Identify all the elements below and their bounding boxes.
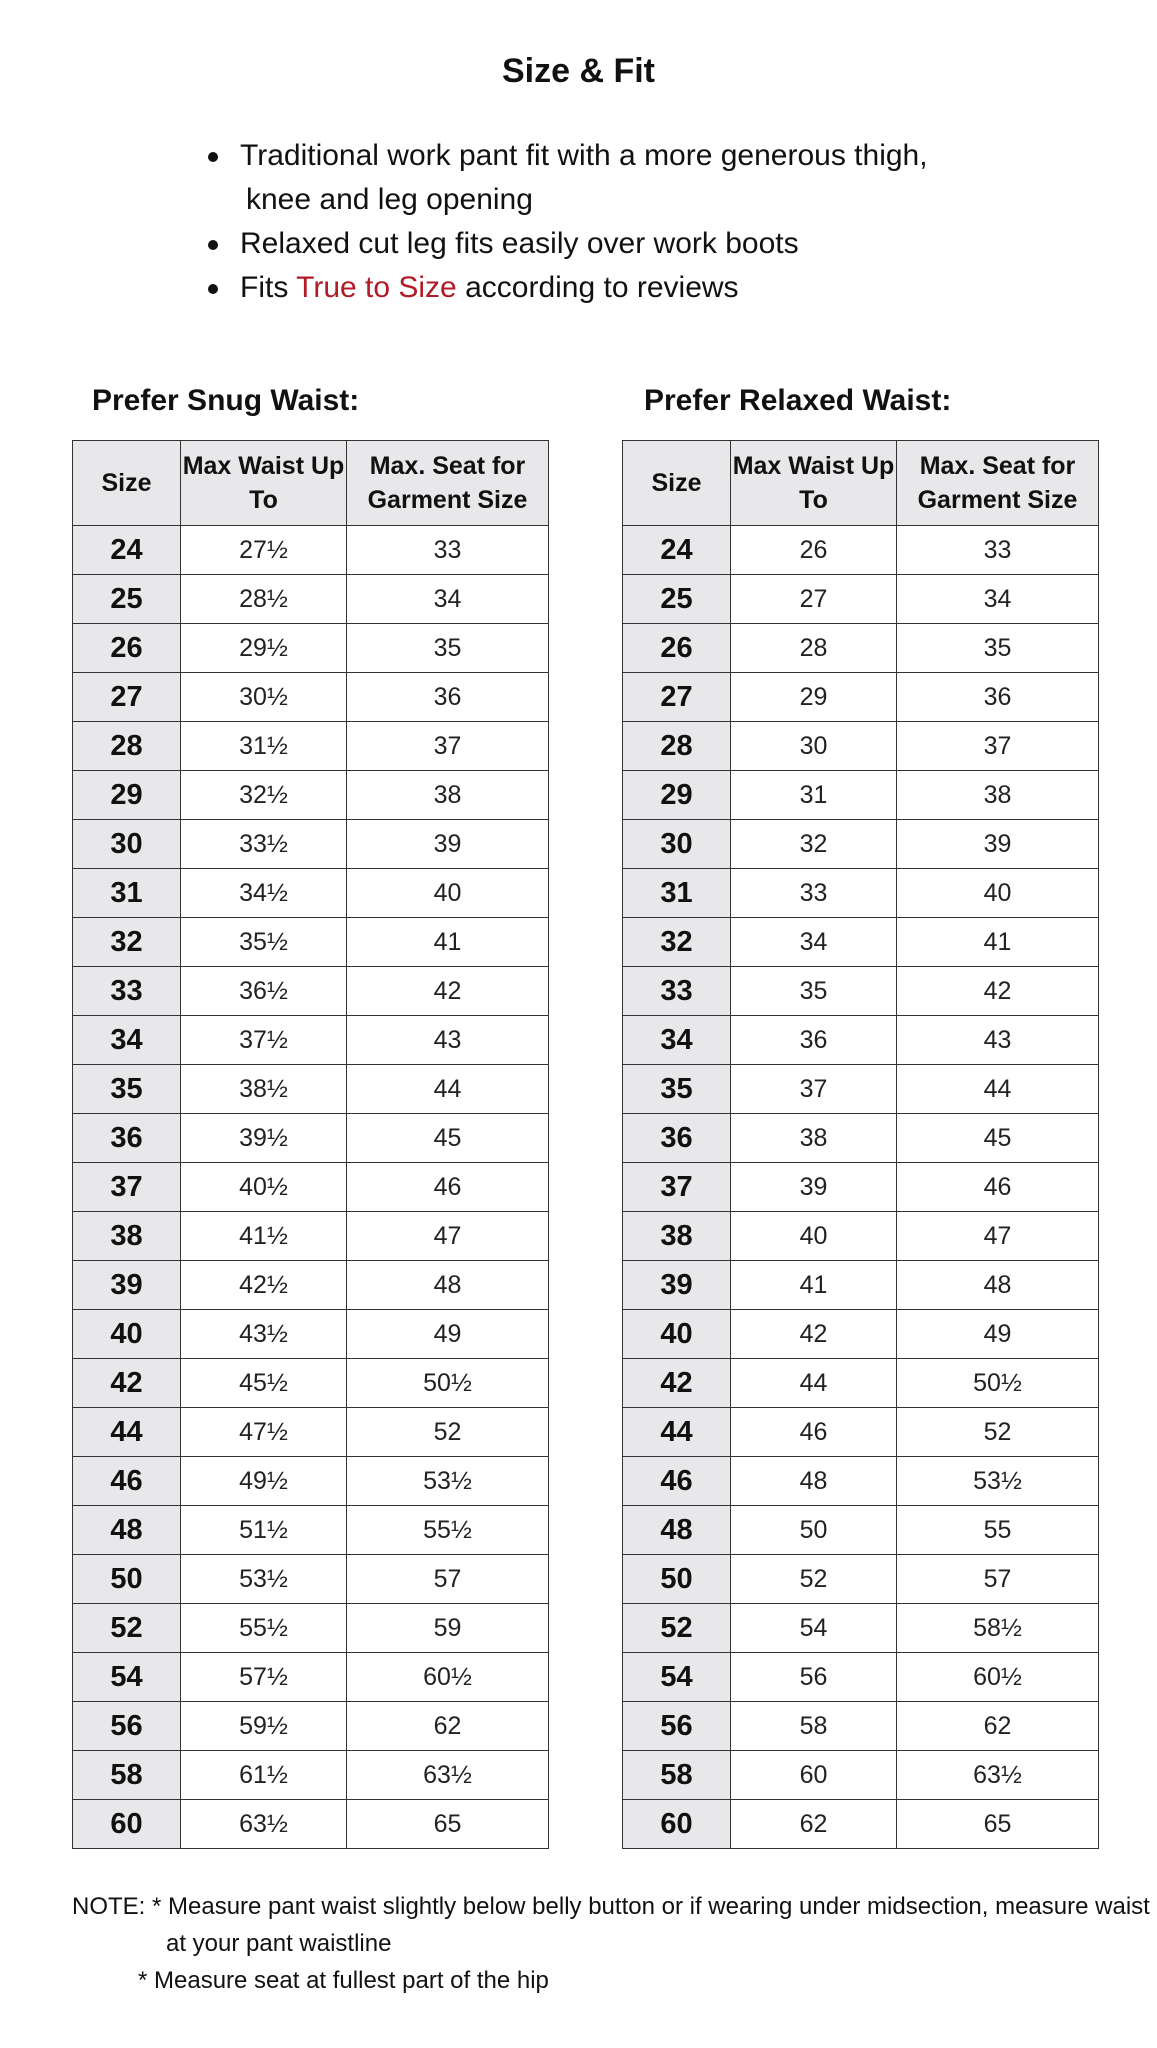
max-waist-cell: 40 [731,1212,897,1261]
table-row [623,1506,1099,1555]
size-cell: 37 [73,1163,181,1212]
max-seat-cell: 41 [897,918,1099,967]
table-row [623,1261,1099,1310]
note-line-seat: * Measure seat at fullest part of the hip [138,1967,549,1994]
max-seat-cell: 46 [897,1163,1099,1212]
table-row [73,673,549,722]
size-cell: 30 [623,820,731,869]
table-row [623,820,1099,869]
table-row [623,771,1099,820]
max-seat-cell: 62 [347,1702,549,1751]
table-row [623,869,1099,918]
table-row [73,771,549,820]
size-cell: 34 [73,1016,181,1065]
table-row [73,1506,549,1555]
max-seat-cell: 63½ [347,1751,549,1800]
max-waist-cell: 32 [731,820,897,869]
table-row [623,1065,1099,1114]
max-waist-cell: 51½ [181,1506,347,1555]
max-waist-cell: 36½ [181,967,347,1016]
bullet-item [204,222,1104,266]
size-cell: 54 [623,1653,731,1702]
max-seat-cell: 39 [897,820,1099,869]
table-row [73,1065,549,1114]
table-row [623,1702,1099,1751]
table-header-row [623,441,1099,526]
size-cell: 46 [73,1457,181,1506]
size-cell: 33 [73,967,181,1016]
table-row [73,1310,549,1359]
max-waist-cell: 48 [731,1457,897,1506]
max-seat-cell: 50½ [897,1359,1099,1408]
max-waist-cell: 45½ [181,1359,347,1408]
size-cell: 58 [623,1751,731,1800]
size-cell: 56 [623,1702,731,1751]
max-waist-cell: 46 [731,1408,897,1457]
size-cell: 40 [73,1310,181,1359]
size-cell: 50 [623,1555,731,1604]
max-seat-cell: 44 [897,1065,1099,1114]
max-seat-cell: 60½ [347,1653,549,1702]
max-seat-cell: 43 [897,1016,1099,1065]
max-seat-cell: 65 [347,1800,549,1849]
size-cell: 36 [73,1114,181,1163]
table-row [623,1163,1099,1212]
bullet-text-prefix: Fits [240,271,297,304]
max-waist-cell: 52 [731,1555,897,1604]
table-row [73,1212,549,1261]
bullet-text-continued: knee and leg opening [246,183,533,216]
header-size: Size [73,441,181,526]
size-cell: 29 [623,771,731,820]
max-waist-cell: 39 [731,1163,897,1212]
table-row [73,918,549,967]
max-waist-cell: 59½ [181,1702,347,1751]
size-cell: 40 [623,1310,731,1359]
bullet-text-suffix: according to reviews [456,271,739,304]
size-cell: 31 [623,869,731,918]
table-row [623,575,1099,624]
table-row [73,624,549,673]
size-cell: 25 [623,575,731,624]
max-waist-cell: 54 [731,1604,897,1653]
max-seat-cell: 63½ [897,1751,1099,1800]
max-seat-cell: 60½ [897,1653,1099,1702]
table-row [73,820,549,869]
size-cell: 27 [623,673,731,722]
table-row [623,1310,1099,1359]
table-row [623,1457,1099,1506]
max-seat-cell: 48 [897,1261,1099,1310]
size-cell: 48 [73,1506,181,1555]
max-seat-cell: 37 [347,722,549,771]
max-seat-cell: 39 [347,820,549,869]
max-seat-cell: 52 [897,1408,1099,1457]
max-waist-cell: 42½ [181,1261,347,1310]
max-waist-cell: 55½ [181,1604,347,1653]
size-cell: 50 [73,1555,181,1604]
max-seat-cell: 43 [347,1016,549,1065]
max-seat-cell: 34 [897,575,1099,624]
max-seat-cell: 53½ [347,1457,549,1506]
max-seat-cell: 65 [897,1800,1099,1849]
snug-waist-title: Prefer Snug Waist: [92,384,360,417]
table-row [73,1800,549,1849]
max-seat-cell: 42 [347,967,549,1016]
snug-waist-table [72,440,549,1849]
size-cell: 28 [73,722,181,771]
max-waist-cell: 57½ [181,1653,347,1702]
note-line-waist: * Measure pant waist slightly below belly button or if wearing under midsection, measure waist at your pant waistline [152,1893,1150,1957]
table-row [623,624,1099,673]
max-seat-cell: 37 [897,722,1099,771]
max-waist-cell: 36 [731,1016,897,1065]
max-waist-cell: 29½ [181,624,347,673]
table-row [623,1800,1099,1849]
max-waist-cell: 37 [731,1065,897,1114]
size-cell: 54 [73,1653,181,1702]
size-cell: 42 [73,1359,181,1408]
table-row [73,1457,549,1506]
max-waist-cell: 33½ [181,820,347,869]
table-row [623,1653,1099,1702]
max-waist-cell: 38 [731,1114,897,1163]
max-waist-cell: 43½ [181,1310,347,1359]
table-row [623,1408,1099,1457]
max-waist-cell: 29 [731,673,897,722]
max-seat-cell: 55 [897,1506,1099,1555]
table-row [73,1604,549,1653]
bullet-text: Traditional work pant fit with a more generous thigh, [240,139,928,172]
max-waist-cell: 31½ [181,722,347,771]
size-cell: 34 [623,1016,731,1065]
table-row [73,526,549,575]
max-seat-cell: 40 [897,869,1099,918]
max-waist-cell: 41 [731,1261,897,1310]
max-waist-cell: 42 [731,1310,897,1359]
table-row [623,1751,1099,1800]
max-seat-cell: 33 [897,526,1099,575]
max-seat-cell: 57 [897,1555,1099,1604]
max-waist-cell: 47½ [181,1408,347,1457]
max-waist-cell: 49½ [181,1457,347,1506]
size-cell: 48 [623,1506,731,1555]
max-waist-cell: 35 [731,967,897,1016]
max-waist-cell: 31 [731,771,897,820]
table-row [73,1359,549,1408]
table-row [73,869,549,918]
table-row [73,967,549,1016]
relaxed-waist-title: Prefer Relaxed Waist: [644,384,952,417]
fit-bullet-list [204,134,1104,310]
max-seat-cell: 33 [347,526,549,575]
max-seat-cell: 40 [347,869,549,918]
header-max-seat: Max. Seat for Garment Size [347,441,549,526]
table-row [73,1016,549,1065]
size-cell: 27 [73,673,181,722]
table-row [623,673,1099,722]
max-seat-cell: 47 [347,1212,549,1261]
page-title: Size & Fit [501,52,656,90]
max-seat-cell: 45 [347,1114,549,1163]
table-row [73,1555,549,1604]
bullet-text: Relaxed cut leg fits easily over work boots [240,227,799,260]
table-row [73,1653,549,1702]
max-seat-cell: 50½ [347,1359,549,1408]
max-seat-cell: 41 [347,918,549,967]
size-cell: 44 [73,1408,181,1457]
max-waist-cell: 26 [731,526,897,575]
table-row [73,1751,549,1800]
max-seat-cell: 49 [347,1310,549,1359]
max-seat-cell: 47 [897,1212,1099,1261]
max-waist-cell: 44 [731,1359,897,1408]
max-seat-cell: 49 [897,1310,1099,1359]
max-waist-cell: 32½ [181,771,347,820]
size-cell: 33 [623,967,731,1016]
size-cell: 24 [623,526,731,575]
header-size: Size [623,441,731,526]
size-cell: 26 [623,624,731,673]
max-waist-cell: 60 [731,1751,897,1800]
size-cell: 60 [623,1800,731,1849]
table-row [73,1114,549,1163]
max-seat-cell: 35 [347,624,549,673]
size-cell: 24 [73,526,181,575]
table-row [623,722,1099,771]
max-seat-cell: 38 [897,771,1099,820]
max-waist-cell: 39½ [181,1114,347,1163]
size-cell: 35 [73,1065,181,1114]
table-row [73,575,549,624]
size-cell: 31 [73,869,181,918]
max-waist-cell: 61½ [181,1751,347,1800]
size-cell: 44 [623,1408,731,1457]
max-waist-cell: 27½ [181,526,347,575]
size-cell: 36 [623,1114,731,1163]
table-row [73,1261,549,1310]
table-row [73,1702,549,1751]
size-cell: 42 [623,1359,731,1408]
table-row [623,526,1099,575]
size-cell: 38 [623,1212,731,1261]
max-seat-cell: 59 [347,1604,549,1653]
size-cell: 32 [623,918,731,967]
max-waist-cell: 37½ [181,1016,347,1065]
max-waist-cell: 33 [731,869,897,918]
size-cell: 58 [73,1751,181,1800]
max-seat-cell: 36 [897,673,1099,722]
max-waist-cell: 27 [731,575,897,624]
max-seat-cell: 35 [897,624,1099,673]
max-waist-cell: 28½ [181,575,347,624]
max-seat-cell: 34 [347,575,549,624]
max-seat-cell: 44 [347,1065,549,1114]
size-cell: 37 [623,1163,731,1212]
max-waist-cell: 38½ [181,1065,347,1114]
max-seat-cell: 46 [347,1163,549,1212]
max-seat-cell: 45 [897,1114,1099,1163]
max-waist-cell: 30 [731,722,897,771]
header-max-waist: Max Waist Up To [731,441,897,526]
max-waist-cell: 63½ [181,1800,347,1849]
table-row [73,1163,549,1212]
size-cell: 30 [73,820,181,869]
max-waist-cell: 62 [731,1800,897,1849]
max-waist-cell: 30½ [181,673,347,722]
table-row [623,1555,1099,1604]
size-cell: 32 [73,918,181,967]
max-seat-cell: 57 [347,1555,549,1604]
max-seat-cell: 48 [347,1261,549,1310]
size-cell: 46 [623,1457,731,1506]
table-row [73,1408,549,1457]
size-cell: 25 [73,575,181,624]
max-waist-cell: 34½ [181,869,347,918]
size-cell: 26 [73,624,181,673]
max-waist-cell: 28 [731,624,897,673]
max-waist-cell: 40½ [181,1163,347,1212]
max-seat-cell: 38 [347,771,549,820]
max-waist-cell: 58 [731,1702,897,1751]
max-seat-cell: 58½ [897,1604,1099,1653]
max-seat-cell: 52 [347,1408,549,1457]
size-cell: 60 [73,1800,181,1849]
size-cell: 52 [623,1604,731,1653]
max-seat-cell: 55½ [347,1506,549,1555]
bullet-item [204,266,1104,310]
max-waist-cell: 41½ [181,1212,347,1261]
max-seat-cell: 42 [897,967,1099,1016]
size-cell: 35 [623,1065,731,1114]
table-row [73,722,549,771]
size-cell: 29 [73,771,181,820]
size-cell: 39 [623,1261,731,1310]
true-to-size-highlight: True to Size [296,271,457,304]
header-max-seat: Max. Seat for Garment Size [897,441,1099,526]
table-row [623,1114,1099,1163]
relaxed-waist-table [622,440,1099,1849]
max-seat-cell: 36 [347,673,549,722]
table-row [623,918,1099,967]
bullet-item [204,134,1104,222]
size-cell: 39 [73,1261,181,1310]
max-seat-cell: 62 [897,1702,1099,1751]
size-cell: 38 [73,1212,181,1261]
table-header-row [73,441,549,526]
size-cell: 28 [623,722,731,771]
max-waist-cell: 35½ [181,918,347,967]
max-waist-cell: 53½ [181,1555,347,1604]
table-row [623,1604,1099,1653]
header-max-waist: Max Waist Up To [181,441,347,526]
max-waist-cell: 50 [731,1506,897,1555]
note-label: NOTE: [72,1893,146,1920]
size-cell: 52 [73,1604,181,1653]
table-row [623,1212,1099,1261]
max-waist-cell: 34 [731,918,897,967]
table-row [623,967,1099,1016]
max-waist-cell: 56 [731,1653,897,1702]
max-seat-cell: 53½ [897,1457,1099,1506]
size-cell: 56 [73,1702,181,1751]
table-row [623,1359,1099,1408]
table-row [623,1016,1099,1065]
